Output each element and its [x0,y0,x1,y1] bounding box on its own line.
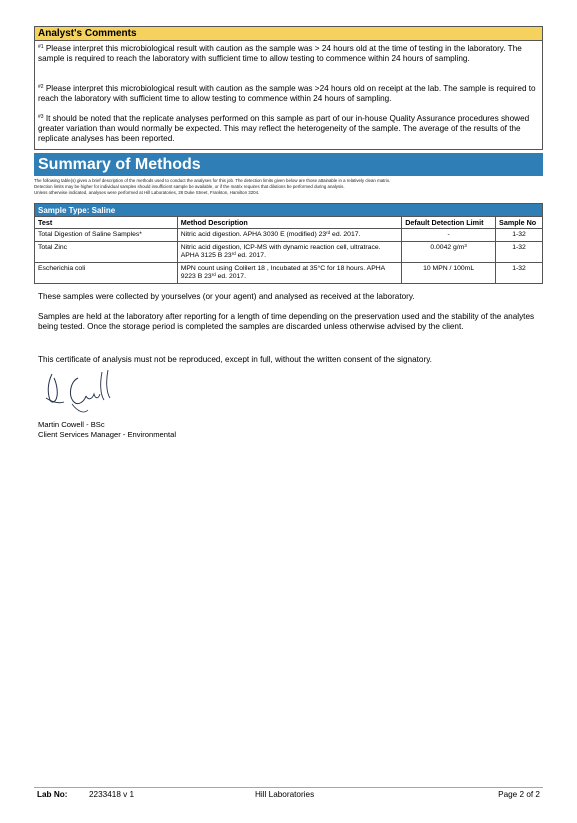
page-footer [34,790,543,802]
collection-statement: These samples were collected by yourselves (or your agent) and analysed as received at the laboratory. [38,292,415,301]
column-header-test: Test [35,217,178,229]
sample-type-row [35,204,543,217]
methods-note: Detection limits may be higher for individual samples should insufficient sample be available, or if the matrix requires that dilutions be performed during analysis. [34,184,345,189]
table-row [35,242,543,263]
cell-method [177,229,401,242]
methods-table [34,203,543,284]
comment-2 [35,84,542,104]
lab-no-label: Lab No: [37,790,68,799]
sample-type-label: Sample Type: Saline [35,204,543,217]
summary-of-methods-title: Summary of Methods [34,153,543,176]
method-text-end: ed. 2017. [215,273,246,280]
signatory-role: Client Services Manager - Environmental [38,430,177,439]
methods-notes [34,178,543,196]
analysts-comments-title: Analyst's Comments [35,27,542,41]
reproduction-statement: This certificate of analysis must not be reproduced, except in full, without the written consent of the signatory. [38,355,432,364]
footer-divider [34,787,543,788]
table-row [35,263,543,284]
column-header-sample-no: Sample No [496,217,543,229]
comment-2-marker: #2 [38,84,44,90]
cell-sample-no: 1-32 [496,242,543,263]
limit-text: - [447,231,450,238]
storage-statement: Samples are held at the laboratory after reporting for a length of time depending on the preservation used and the stability of the analytes being tested. Once the storage period is completed the samples are discarded unless otherwise advised by the client. [38,312,535,331]
comment-2-text: Please interpret this microbiological result with caution as the sample was >24 hours old on receipt at the lab. The sample is required to reach the laboratory with sufficient time to allow testing to commence within 24 hours of sampling. [38,84,536,103]
comment-3-text: It should be noted that the replicate analyses performed on this sample as part of our in-house Quality Assurance procedures showed greater variation than would normally be expected. This may reflect the heterogeneity of the sample. The average of the results of the replicate analyses has been reported. [38,114,530,143]
cell-detection-limit [402,229,496,242]
method-text-end: ed. 2017. [235,252,266,259]
page-number: Page 2 of 2 [498,790,540,799]
method-text-end: ed. 2017. [330,231,361,238]
cell-test: Escherichia coli [35,263,178,284]
limit-text: 10 MPN / 100mL [423,265,475,272]
company-name: Hill Laboratories [255,790,315,799]
signatory-block [38,420,176,440]
cell-method [177,263,401,284]
comment-3 [35,114,542,144]
lab-no-value: 2233418 v 1 [89,790,135,799]
method-text: Nitric acid digestion. APHA 3030 E (modified) 23 [180,231,327,238]
method-text: MPN count using Colilert 18 , Incubated at 35°C for 18 hours. APHA 9223 B 23 [180,265,385,280]
cell-method [177,242,401,263]
limit-sup: 3 [464,243,467,248]
method-sup: rd [231,251,236,256]
comment-3-marker: #3 [38,114,44,120]
comment-1-text: Please interpret this microbiological result with caution as the sample was > 24 hours old at the time of testing in the laboratory. The sample is required to reach the laboratory with sufficient time to allow testing to commence within 24 hours of sampling. [38,44,522,63]
cell-test: Total Zinc [35,242,178,263]
cell-test: Total Digestion of Saline Samples* [35,229,178,242]
cell-detection-limit [402,242,496,263]
method-sup: rd [211,272,216,277]
cell-detection-limit [402,263,496,284]
comment-1 [35,44,542,64]
methods-note: Unless otherwise indicated, analyses were performed at Hill Laboratories, 28 Duke Street, Frankton, Hamilton 3204. [34,190,260,195]
table-header-row [35,217,543,229]
method-sup: rd [326,230,331,235]
cell-sample-no: 1-32 [496,263,543,284]
cell-sample-no: 1-32 [496,229,543,242]
signatory-name: Martin Cowell - BSc [38,420,105,429]
column-header-method: Method Description [177,217,401,229]
limit-text: 0.0042 g/m [430,244,465,251]
analysts-comments-box [34,26,543,150]
comment-1-marker: #1 [38,44,44,50]
column-header-detection-limit: Default Detection Limit [402,217,496,229]
methods-note: The following table(s) gives a brief description of the methods used to conduct the analyses for this job. The detection limits given below are those attainable in a relatively clean matrix. [34,178,391,183]
table-row [35,229,543,242]
method-text: Nitric acid digestion, ICP-MS with dynamic reaction cell, ultratrace. APHA 3125 B 23 [180,244,381,259]
signature-image [38,368,128,416]
